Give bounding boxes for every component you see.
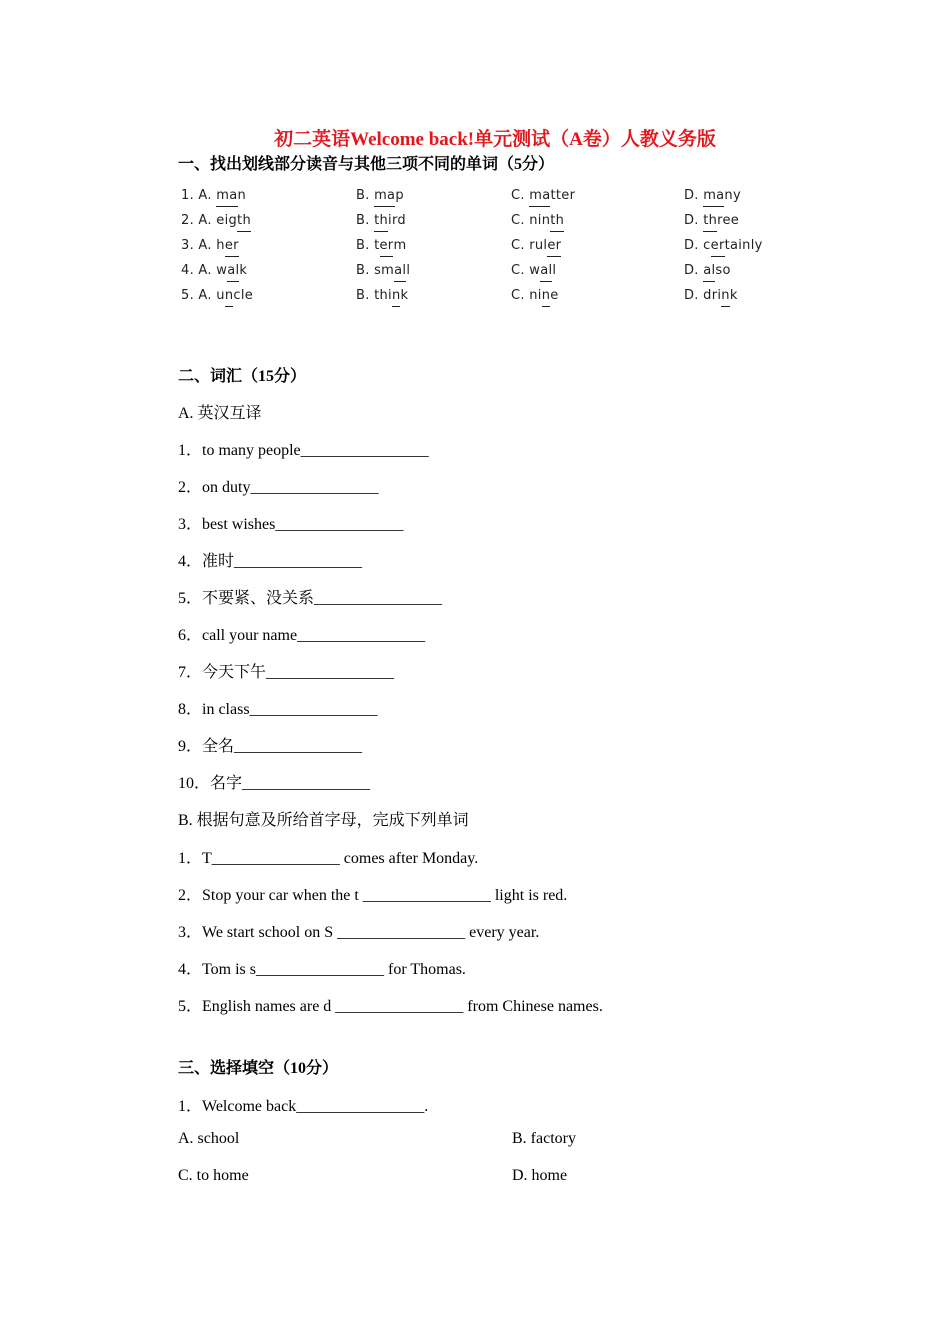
page-title: 初二英语Welcome back!单元测试（A卷）人教义务版 — [274, 129, 716, 150]
option-label: B. — [356, 188, 370, 203]
option-word: ruler — [524, 238, 562, 253]
option-a — [181, 188, 246, 203]
option-word: also — [703, 263, 731, 278]
option-label: B. — [356, 238, 370, 253]
vocab-item: 10．名字________________ — [178, 775, 371, 792]
underlined-part: th — [550, 213, 565, 228]
vocab-item: 6．call your name________________ — [178, 627, 426, 644]
option-word: man — [216, 188, 247, 203]
option-b — [356, 288, 408, 303]
option-label: 3. A. — [181, 238, 212, 253]
underlined-part: er — [547, 238, 562, 253]
underlined-part: th — [237, 213, 251, 228]
option-word: many — [703, 188, 741, 203]
option-b — [356, 213, 406, 228]
option-word: matter — [529, 188, 576, 203]
option-d: D. home — [512, 1167, 568, 1184]
vocab-item: 8．in class________________ — [178, 701, 378, 718]
option-label: B. — [356, 288, 370, 303]
choice-question: 1．Welcome back________________. — [178, 1098, 429, 1115]
option-label: C. — [511, 263, 525, 278]
underlined-part: er — [379, 238, 394, 253]
part-a-label: A. 英汉互译 — [178, 405, 262, 422]
vocab-item: 3．best wishes________________ — [178, 516, 404, 533]
underlined-part: th — [703, 213, 718, 228]
option-word: think — [369, 288, 409, 303]
option-a — [181, 213, 251, 228]
option-a: A. school — [178, 1130, 240, 1147]
option-c: C. to home — [178, 1167, 249, 1184]
option-label: D. — [684, 263, 699, 278]
option-label: C. — [511, 188, 525, 203]
option-label: 2. A. — [181, 213, 212, 228]
underlined-part: n — [391, 288, 401, 303]
underlined-part: al — [227, 263, 240, 278]
vocab-item: 2．on duty________________ — [178, 479, 379, 496]
section3-heading: 三、选择填空（10分） — [178, 1060, 339, 1077]
option-b — [356, 263, 410, 278]
option-d — [684, 238, 763, 253]
option-d — [684, 263, 731, 278]
underlined-part: n — [721, 288, 730, 303]
vocab-item: 4．准时________________ — [178, 553, 363, 570]
part-b-label: B. 根据句意及所给首字母，完成下列单词 — [178, 812, 469, 829]
option-label: D. — [684, 238, 699, 253]
option-label: 1. A. — [181, 188, 212, 203]
option-label: D. — [684, 288, 699, 303]
underlined-part: n — [224, 288, 234, 303]
underlined-part: al — [540, 263, 553, 278]
option-word: certainly — [698, 238, 763, 253]
option-word: nine — [524, 288, 559, 303]
vocab-item: 7．今天下午________________ — [178, 664, 395, 681]
option-c — [511, 263, 556, 278]
option-label: D. — [684, 213, 699, 228]
fill-item: 5．English names are d ________________ from Chinese names. — [178, 998, 603, 1015]
option-word: wall — [524, 263, 557, 278]
underlined-part: er — [710, 238, 725, 253]
underlined-part: er — [224, 238, 239, 253]
option-d — [684, 213, 739, 228]
option-b — [356, 238, 406, 253]
underlined-part: ma — [374, 188, 396, 203]
fill-item: 1．T________________ comes after Monday. — [178, 850, 479, 867]
option-word: map — [374, 188, 404, 203]
option-a — [181, 263, 247, 278]
underlined-part: n — [541, 288, 551, 303]
fill-item: 3．We start school on S ________________ every year. — [178, 924, 540, 941]
option-c — [511, 238, 561, 253]
option-c — [511, 188, 575, 203]
underlined-part: ma — [216, 188, 238, 203]
option-word: uncle — [211, 288, 254, 303]
option-word: three — [703, 213, 740, 228]
option-word: eigth — [211, 213, 251, 228]
option-label: B. — [356, 263, 370, 278]
option-label: C. — [511, 238, 525, 253]
underlined-part: al — [394, 263, 407, 278]
option-a — [181, 288, 253, 303]
section1-heading: 一、找出划线部分读音与其他三项不同的单词（5分） — [178, 156, 555, 173]
option-label: 5. A. — [181, 288, 212, 303]
option-a — [181, 238, 239, 253]
vocab-item: 1．to many people________________ — [178, 442, 429, 459]
option-c — [511, 213, 564, 228]
option-word: term — [369, 238, 407, 253]
option-word: walk — [211, 263, 248, 278]
option-label: C. — [511, 288, 525, 303]
fill-item: 4．Tom is s________________ for Thomas. — [178, 961, 466, 978]
option-word: small — [369, 263, 411, 278]
underlined-part: al — [703, 263, 716, 278]
underlined-part: ma — [529, 188, 551, 203]
option-d — [684, 188, 741, 203]
vocab-item: 5．不要紧、没关系________________ — [178, 590, 443, 607]
option-label: C. — [511, 213, 525, 228]
fill-item: 2．Stop your car when the t ________________ light is red. — [178, 887, 568, 904]
option-label: 4. A. — [181, 263, 212, 278]
vocab-item: 9．全名________________ — [178, 738, 363, 755]
option-word: her — [211, 238, 239, 253]
option-word: drink — [698, 288, 738, 303]
option-b — [356, 188, 404, 203]
option-word: third — [374, 213, 406, 228]
underlined-part: th — [374, 213, 389, 228]
option-c — [511, 288, 559, 303]
underlined-part: ma — [703, 188, 725, 203]
option-b: B. factory — [512, 1130, 576, 1147]
option-word: ninth — [524, 213, 565, 228]
option-d — [684, 288, 738, 303]
option-label: B. — [356, 213, 370, 228]
option-label: D. — [684, 188, 699, 203]
section2-heading: 二、词汇（15分） — [178, 368, 307, 385]
